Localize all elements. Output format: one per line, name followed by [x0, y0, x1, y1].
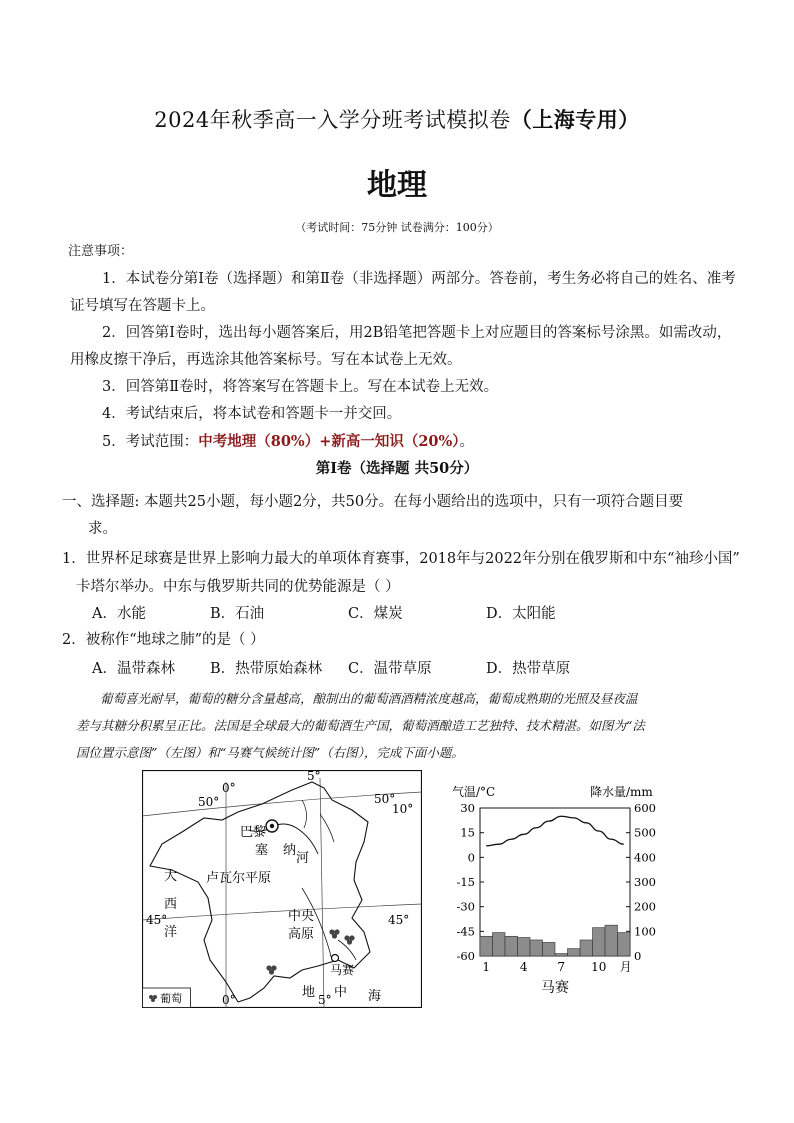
- q2-option-a: A．温带森林: [92, 661, 175, 677]
- chart-left-tick-label: 15: [460, 825, 475, 840]
- exam-scope: 中考地理（80%）+新高一知识（20%）: [198, 433, 460, 450]
- precip-bar: [605, 925, 618, 956]
- intro-line-2: 差与其糖分积累呈正比。法国是全球最大的葡萄酒生产国，葡萄酒酿造工艺独特、技术精湛。如图为“法: [76, 718, 645, 733]
- precip-bar: [555, 954, 568, 956]
- chart-title: 马赛: [541, 980, 569, 996]
- q2-option-c: C．温带草原: [348, 661, 432, 677]
- note-1-line-1: 1．本试卷分第Ⅰ卷（选择题）和第Ⅱ卷（非选择题）两部分。答卷前，考生务必将自己的姓名、准考: [102, 271, 736, 287]
- chart-left-tick-label: 0: [467, 850, 475, 865]
- map-lat-45-left: 45°: [146, 913, 168, 927]
- q2-stem: 2．被称作“地球之肺”的是（ ）: [62, 632, 265, 648]
- note-3: 3．回答第Ⅱ卷时，将答案写在答题卡上。写在本试卷上无效。: [102, 379, 499, 395]
- chart-x-tick-label: 1: [482, 960, 491, 974]
- map-label-med-2: 中: [334, 985, 348, 1000]
- note-1-line-2: 证号填写在答题卡上。: [70, 298, 215, 314]
- note-4: 4．考试结束后，将本试卷和答题卡一并交回。: [102, 406, 402, 422]
- map-label-plateau-2: 高原: [288, 927, 315, 942]
- precip-bar: [543, 942, 556, 956]
- chart-x-tick-label: 10: [591, 960, 607, 974]
- precip-bar: [480, 936, 493, 956]
- precip-bar: [593, 928, 606, 956]
- chart-right-tick-label: 100: [634, 924, 656, 939]
- precip-bar: [530, 940, 543, 956]
- map-label-plain: 卢瓦尔平原: [206, 871, 272, 886]
- precip-bar: [518, 938, 531, 957]
- chart-x-unit: 月: [619, 960, 632, 974]
- map-lon-0-top: 0°: [222, 781, 236, 795]
- section-instructions-line-2: 求。: [88, 521, 117, 537]
- section-title: 第Ⅰ卷（选择题 共50分）: [315, 460, 479, 477]
- chart-right-tick-label: 200: [634, 899, 656, 914]
- q1-option-b: B．石油: [210, 606, 265, 622]
- q1-stem-line-1: 1．世界杯足球赛是世界上影响力最大的单项体育赛事，2018年与2022年分别在俄罗斯和中东“袖珍小国”: [62, 551, 740, 567]
- map-frame: [143, 771, 422, 1008]
- map-label-atlantic-2: 西: [164, 897, 178, 912]
- map-label-med-3: 海: [368, 989, 382, 1004]
- q1-option-d: D．太阳能: [486, 606, 556, 622]
- precip-bar: [505, 936, 518, 956]
- chart-left-tick-label: -60: [456, 949, 475, 963]
- map-label-atlantic-1: 大: [164, 869, 178, 884]
- chart-right-tick-label: 500: [634, 825, 656, 840]
- note-2-line-1: 2．回答第Ⅰ卷时，选出每小题答案后，用2B铅笔把答题卡上对应题目的答案标号涂黑。如需改动，: [102, 325, 732, 341]
- map-lat-45-right: 45°: [388, 913, 410, 927]
- marseille-marker: [332, 955, 339, 962]
- map-legend-label: 葡萄: [160, 992, 182, 1005]
- chart-right-tick-label: 0: [634, 949, 642, 963]
- map-label-seine-1: 塞: [255, 843, 269, 858]
- map-label-plateau-1: 中央: [288, 909, 315, 924]
- intro-line-1: 葡萄喜光耐旱，葡萄的糖分含量越高，酿制出的葡萄酒酒精浓度越高，葡萄成熟期的光照及昼夜温: [100, 691, 638, 706]
- map-lon-5-top: 5°: [307, 770, 321, 783]
- precip-bar: [568, 949, 581, 956]
- map-label-seine-2: 纳: [283, 843, 297, 858]
- chart-left-tick-label: 30: [460, 801, 475, 815]
- q1-option-c: C．煤炭: [348, 606, 403, 622]
- map-lat-50-right: 50°: [374, 792, 396, 806]
- chart-left-tick-label: -45: [456, 924, 475, 939]
- map-label-med-1: 地: [302, 985, 316, 1000]
- section-instructions-line-1: 一、选择题: 本题共25小题，每小题2分，共50分。在每小题给出的选项中，只有一项符合题目要: [62, 494, 684, 510]
- map-lat-50-left: 50°: [198, 795, 220, 809]
- chart-ylabel-right: 降水量/mm: [590, 785, 653, 799]
- chart-x-tick-label: 4: [519, 960, 528, 974]
- notes-heading: 注意事项：: [68, 244, 134, 259]
- map-label-marseille: 马赛: [330, 963, 355, 977]
- chart-right-tick-label: 600: [634, 801, 656, 815]
- chart-right-tick-label: 400: [634, 850, 656, 865]
- marseille-climate-chart: [440, 782, 670, 1004]
- map-label-paris: 巴黎: [240, 825, 267, 840]
- chart-left-tick-label: -30: [456, 899, 475, 914]
- note-2-line-2: 用橡皮擦干净后，再选涂其他答案标号。写在本试卷上无效。: [70, 352, 462, 368]
- q1-stem-line-2: 卡塔尔举办。中东与俄罗斯共同的优势能源是（ ）: [76, 579, 400, 595]
- subject-title: 地理: [367, 168, 427, 203]
- note-5: 5．考试范围：中考地理（80%）+新高一知识（20%）。: [102, 433, 475, 450]
- exam-meta: （考试时间：75分钟 试卷满分：100分）: [295, 221, 499, 234]
- precip-bar: [618, 933, 631, 956]
- chart-x-tick-label: 7: [557, 960, 566, 974]
- map-lon-10: 10°: [392, 802, 414, 816]
- map-label-seine-3: 河: [296, 851, 310, 866]
- q1-option-a: A．水能: [92, 606, 146, 622]
- exam-title: 2024年秋季高一入学分班考试模拟卷（上海专用）: [154, 108, 640, 132]
- chart-ylabel-left: 气温/°C: [452, 785, 496, 799]
- chart-left-tick-label: -15: [456, 875, 475, 889]
- precip-bar: [580, 940, 593, 956]
- map-label-atlantic-3: 洋: [164, 925, 178, 940]
- map-lon-5-bottom: 5°: [318, 993, 332, 1007]
- france-map: [142, 770, 422, 1008]
- q2-option-d: D．热带草原: [486, 661, 571, 677]
- map-lon-0-bottom: 0°: [222, 993, 236, 1007]
- precip-bar: [493, 933, 506, 956]
- q2-option-b: B．热带原始森林: [210, 661, 323, 677]
- intro-line-3: 国位置示意图”（左图）和“马赛气候统计图”（右图），完成下面小题。: [76, 745, 464, 760]
- chart-right-tick-label: 300: [634, 875, 656, 889]
